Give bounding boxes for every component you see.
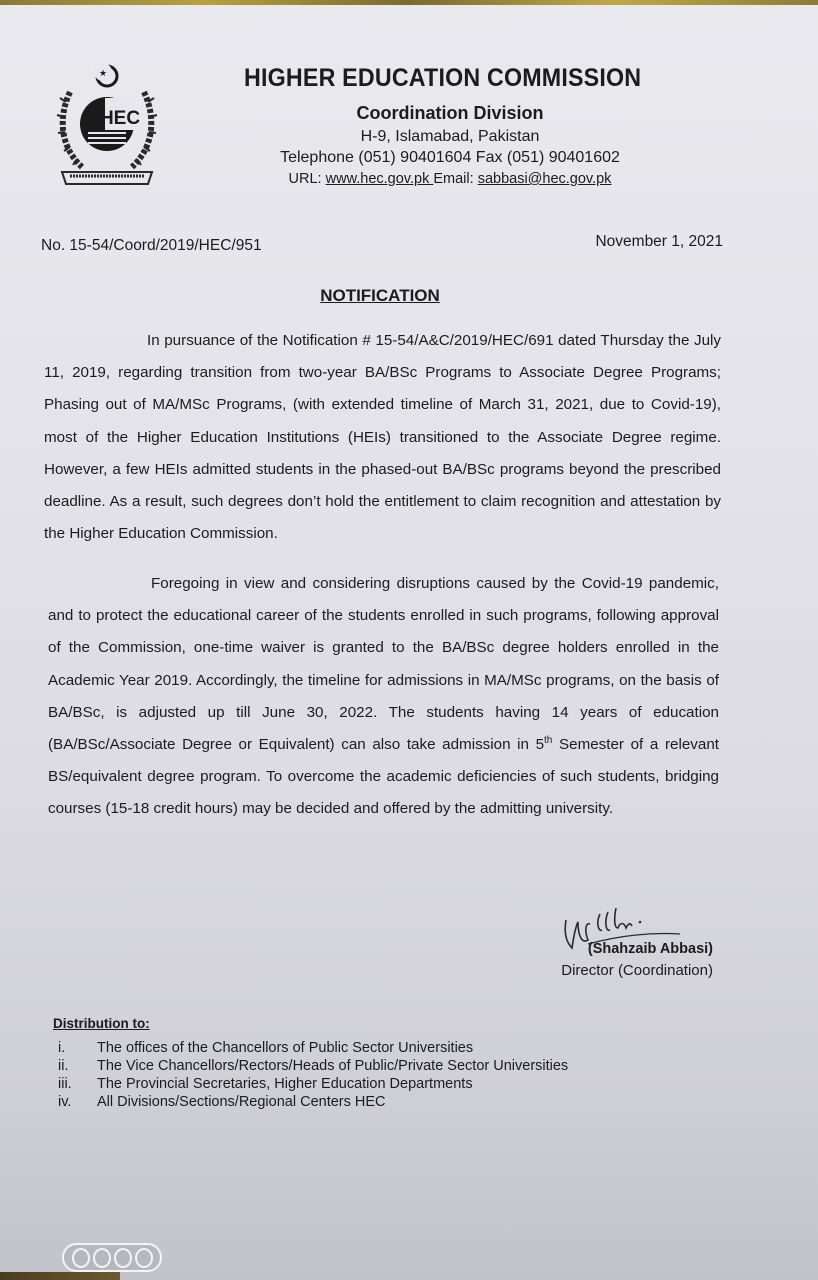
website-link[interactable]: www.hec.gov.pk [325,171,434,187]
item-text: The Provincial Secretaries, Higher Education Departments [97,1076,473,1092]
paragraph-1: In pursuance of the Notification # 15-54/A&C/2019/HEC/691 dated Thursday the July 11, 2019, regarding transition from two-year BA/BSc Programs to Associate Degree Programs; Phasing out of MA/MSc Programs, (with extended timeline of March 31, 2021, due to Covid-19), most of the Higher Education Institutions (HEIs) transitioned to the Associate Degree regime. However, a few HEIs admitted students in the phased-out BA/BSc programs beyond the prescribed deadline. As a result, such degrees don’t hold the entitlement to claim recognition and attestation by the Higher Education Commission. [44,332,721,543]
url-label: URL: [288,171,326,187]
reference-number: No. 15-54/Coord/2019/HEC/951 [41,237,262,254]
distribution-item [58,1058,658,1076]
distribution-heading: Distribution to: [53,1016,150,1031]
superscript-th: th [544,734,553,746]
item-number: i. [58,1040,66,1056]
distribution-item [58,1040,658,1058]
signatory-name: (Shahzaib Abbasi) [587,941,713,957]
svg-text:HEC: HEC [99,108,141,129]
distribution-item [58,1076,658,1094]
circle-icon [72,1248,90,1268]
item-text: The offices of the Chancellors of Public Sector Universities [97,1040,474,1056]
email-label: Email: [433,171,478,187]
item-number: iii. [58,1076,72,1092]
paragraph-2-text-b: Semester of a relevant BS/equivalent degree program. To overcome the academic deficiencies of such students, bridging courses (15-18 credit hours) may be decided and offered by the admitting university. [48,736,719,818]
document-date: November 1, 2021 [595,233,723,250]
photo-background-corner [0,1272,120,1280]
circle-icon [135,1248,153,1268]
telephone-fax: Telephone (051) 90401604 Fax (051) 90401602 [280,149,620,166]
distribution-list [58,1040,658,1112]
distribution-item [58,1094,658,1112]
paragraph-2 [48,568,719,826]
hec-emblem-logo-icon [52,62,162,192]
organization-name: HIGHER EDUCATION COMMISSION [244,64,642,92]
four-circles-badge-icon [62,1243,162,1272]
signatory-title: Director (Coordination) [561,962,713,979]
item-number: ii. [58,1058,69,1074]
contact-links [240,171,660,187]
item-text: The Vice Chancellors/Rectors/Heads of Public/Private Sector Universities [97,1058,569,1074]
circle-icon [114,1248,132,1268]
svg-text:★: ★ [98,68,108,78]
email-link[interactable]: sabbasi@hec.gov.pk [477,171,612,187]
paragraph-2-text-a: Foregoing in view and considering disruptions caused by the Covid-19 pandemic, and to protect the educational career of the students enrolled in such programs, following approval of the Commission, one-time waiver is granted to the BA/BSc degree holders enrolled in the Academic Year 2019. Accordingly, the timeline for admissions in MA/MSc programs, on the basis of BA/BSc, is adjusted up till June 30, 2022. The students having 14 years of education (BA/BSc/Associate Degree or Equivalent) can also take admission in 5 [48,575,719,754]
division-name: Coordination Division [356,103,544,123]
circle-icon [93,1248,111,1268]
item-text: All Divisions/Sections/Regional Centers HEC [97,1094,386,1110]
item-number: iv. [58,1094,72,1110]
address: H-9, Islamabad, Pakistan [360,128,540,145]
notification-title: NOTIFICATION [320,286,440,305]
